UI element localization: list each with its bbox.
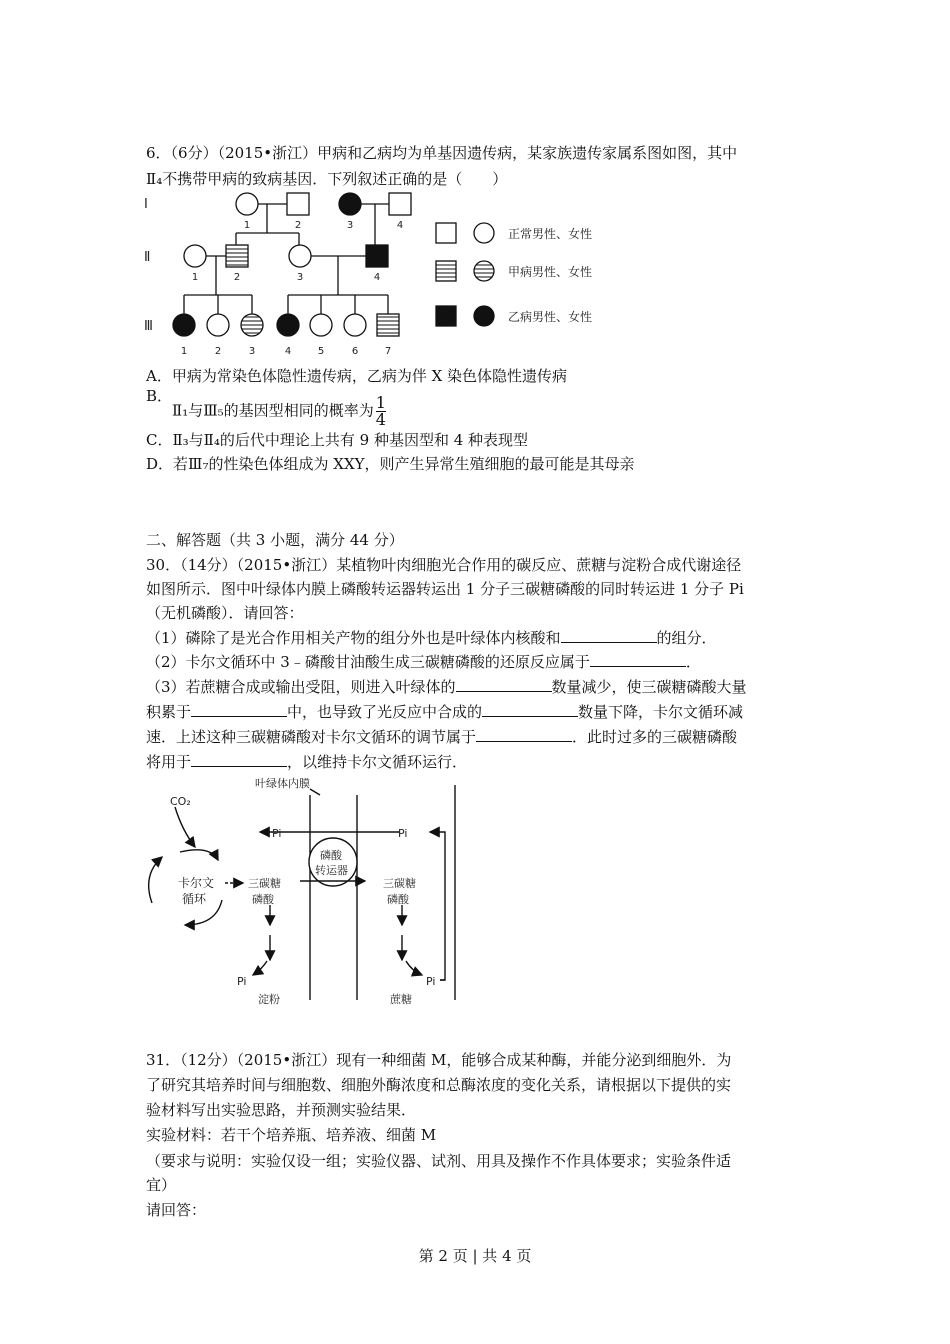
pedigree-III6 — [344, 314, 366, 336]
pedigree-II3 — [289, 245, 311, 267]
label-calvin-2: 循环 — [182, 892, 207, 906]
q30-part3-line4 — [146, 752, 467, 772]
pedigree-I2 — [287, 193, 309, 215]
pedigree-III1 — [173, 314, 195, 336]
q31-line3: 验材料写出实验思路，并预测实验结果． — [146, 1101, 417, 1119]
q31-line6: 宜） — [146, 1176, 177, 1194]
label-triose-left-1: 三碳糖 — [248, 877, 281, 890]
gen-label-II: Ⅱ — [144, 250, 151, 265]
label-transporter-2: 转运器 — [315, 864, 348, 877]
label-pi-left: Pi — [272, 827, 282, 840]
label-pi-bottom-right: Pi — [426, 975, 436, 988]
q31-line7: 请回答： — [146, 1201, 207, 1219]
num-III1: 1 — [180, 346, 188, 357]
q31-line2: 了研究其培养时间与细胞数、细胞外酶浓度和总酶浓度的变化关系，请根据以下提供的实 — [146, 1076, 732, 1094]
legend-text-normal: 正常男性、女性 — [508, 227, 593, 241]
q30-part3-line2 — [146, 702, 743, 722]
q6-option-b-letter: B． — [146, 387, 173, 405]
label-calvin-1: 卡尔文 — [178, 876, 215, 890]
pedigree-I3 — [339, 193, 361, 215]
num-II2: 2 — [233, 272, 241, 283]
label-starch: 淀粉 — [258, 993, 280, 1006]
chloroplast-transport-diagram — [140, 775, 480, 1010]
label-triose-right-1: 三碳糖 — [383, 877, 416, 890]
pedigree-III4 — [277, 314, 299, 336]
legend-jia-male — [436, 261, 456, 281]
pedigree-II4 — [366, 245, 388, 267]
pedigree-II1 — [184, 245, 206, 267]
num-III2: 2 — [214, 346, 222, 357]
pedigree-III5 — [310, 314, 332, 336]
q30-part3-l3-a: 速．上述这种三碳糖磷酸对卡尔文循环的调节属于 — [146, 728, 477, 746]
answer-blank-4[interactable] — [191, 702, 287, 717]
num-II1: 1 — [191, 272, 199, 283]
q30-part3-l2-a: 积累于 — [146, 703, 192, 721]
legend-normal-male — [436, 223, 456, 243]
num-I1: 1 — [243, 220, 251, 231]
label-co2: CO₂ — [170, 795, 191, 808]
q6-option-c: C．Ⅱ₃与Ⅱ₄的后代中理论上共有 9 种基因型和 4 种表现型 — [146, 431, 529, 449]
num-I3: 3 — [346, 220, 354, 231]
answer-blank-1[interactable] — [561, 628, 657, 643]
legend-jia-female — [474, 261, 494, 281]
label-pi-right: Pi — [398, 827, 408, 840]
answer-blank-6[interactable] — [476, 727, 572, 742]
q30-part1 — [146, 628, 717, 648]
label-transporter-1: 磷酸 — [320, 849, 342, 862]
fraction-one-quarter — [376, 395, 386, 428]
q30-part3-line1 — [146, 677, 747, 697]
q6-stem-line1: 6．（6分）（2015•浙江）甲病和乙病均为单基因遗传病，某家族遗传家属系图如图，其中 — [146, 144, 738, 162]
q30-part3-l1-b: 数量减少，使三碳糖磷酸大量 — [551, 678, 747, 696]
label-triose-right-2: 磷酸 — [387, 893, 409, 906]
q30-line2: 如图所示．图中叶绿体内膜上磷酸转运器转运出 1 分子三碳糖磷酸的同时转运进 1 分子 Pi — [146, 580, 744, 598]
q30-part3-l2-b: 中，也导致了光反应中合成的 — [287, 703, 483, 721]
q31-line5: （要求与说明：实验仅设一组；实验仪器、试剂、用具及操作不作具体要求；实验条件适 — [146, 1152, 732, 1170]
q30-line1: 30．（14分）（2015•浙江）某植物叶肉细胞光合作用的碳反应、蔗糖与淀粉合成代谢途径 — [146, 556, 742, 574]
q6-option-b-text: Ⅱ₁与Ⅲ₅的基因型相同的概率为 — [172, 401, 374, 420]
q30-part3-l1-a: （3）若蔗糖合成或输出受阻，则进入叶绿体的 — [146, 678, 456, 696]
legend-text-yi: 乙病男性、女性 — [508, 310, 593, 324]
num-III3: 3 — [248, 346, 256, 357]
legend-text-jia: 甲病男性、女性 — [508, 265, 593, 279]
q30-line3: （无机磷酸）．请回答： — [146, 604, 304, 622]
answer-blank-5[interactable] — [482, 702, 578, 717]
q6-option-b — [172, 395, 386, 428]
q6-option-d: D．若Ⅲ₇的性染色体组成为 XXY，则产生异常生殖细胞的最可能是其母亲 — [146, 455, 635, 473]
num-III4: 4 — [284, 346, 292, 357]
answer-blank-3[interactable] — [456, 677, 552, 692]
gen-label-I: Ⅰ — [144, 197, 148, 212]
fraction-numerator: 1 — [375, 393, 386, 412]
q30-part3-l2-c: 数量下降，卡尔文循环减 — [578, 703, 744, 721]
q31-line1: 31．（12分）（2015•浙江）现有一种细菌 M，能够合成某种酶，并能分泌到细胞外．为 — [146, 1051, 732, 1069]
answer-blank-2[interactable] — [590, 652, 686, 667]
num-I2: 2 — [294, 220, 302, 231]
pedigree-III7 — [377, 314, 399, 336]
pedigree-III2 — [207, 314, 229, 336]
q30-part2 — [146, 652, 701, 672]
label-pi-bottom-left: Pi — [237, 975, 247, 988]
label-membrane: 叶绿体内膜 — [255, 777, 310, 790]
gen-label-III: Ⅲ — [144, 319, 153, 334]
q30-part1-text-a: （1）磷除了是光合作用相关产物的组分外也是叶绿体内核酸和 — [146, 629, 561, 647]
q30-part2-text-a: （2）卡尔文循环中 3﹣磷酸甘油酸生成三碳糖磷酸的还原反应属于 — [146, 653, 590, 671]
label-sucrose: 蔗糖 — [390, 993, 412, 1006]
label-triose-left-2: 磷酸 — [252, 893, 274, 906]
q6-stem-line2: Ⅱ₄不携带甲病的致病基因．下列叙述正确的是（ ） — [146, 170, 508, 188]
q30-part3-line3 — [146, 727, 737, 747]
q30-part1-text-b: 的组分． — [656, 629, 717, 647]
q6-option-a: A．甲病为常染色体隐性遗传病，乙病为伴 X 染色体隐性遗传病 — [146, 367, 568, 385]
num-II3: 3 — [296, 272, 304, 283]
num-III7: 7 — [384, 346, 392, 357]
fraction-denominator: 4 — [375, 410, 386, 429]
phosphate-transporter — [309, 838, 357, 886]
pedigree-II2 — [226, 245, 248, 267]
answer-blank-7[interactable] — [191, 752, 287, 767]
q30-part2-text-b: ． — [685, 653, 701, 671]
q30-part3-l4-a: 将用于 — [146, 753, 192, 771]
q31-line4: 实验材料：若干个培养瓶、培养液、细菌 M — [146, 1126, 437, 1144]
num-III6: 6 — [351, 346, 359, 357]
pedigree-III3 — [241, 314, 263, 336]
num-II4: 4 — [373, 272, 381, 283]
num-I4: 4 — [396, 220, 404, 231]
legend-yi-male — [436, 306, 456, 326]
pedigree-I1 — [236, 193, 258, 215]
pedigree-I4 — [389, 193, 411, 215]
legend-normal-female — [474, 223, 494, 243]
legend-yi-female — [474, 306, 494, 326]
q30-part3-l4-b: ，以维持卡尔文循环运行． — [287, 753, 468, 771]
page-footer: 第 2 页 | 共 4 页 — [418, 1247, 532, 1265]
pedigree-chart — [140, 188, 620, 360]
q30-part3-l3-b: ．此时过多的三碳糖磷酸 — [572, 728, 738, 746]
num-III5: 5 — [317, 346, 325, 357]
section2-heading: 二、解答题（共 3 小题，满分 44 分） — [146, 531, 404, 549]
